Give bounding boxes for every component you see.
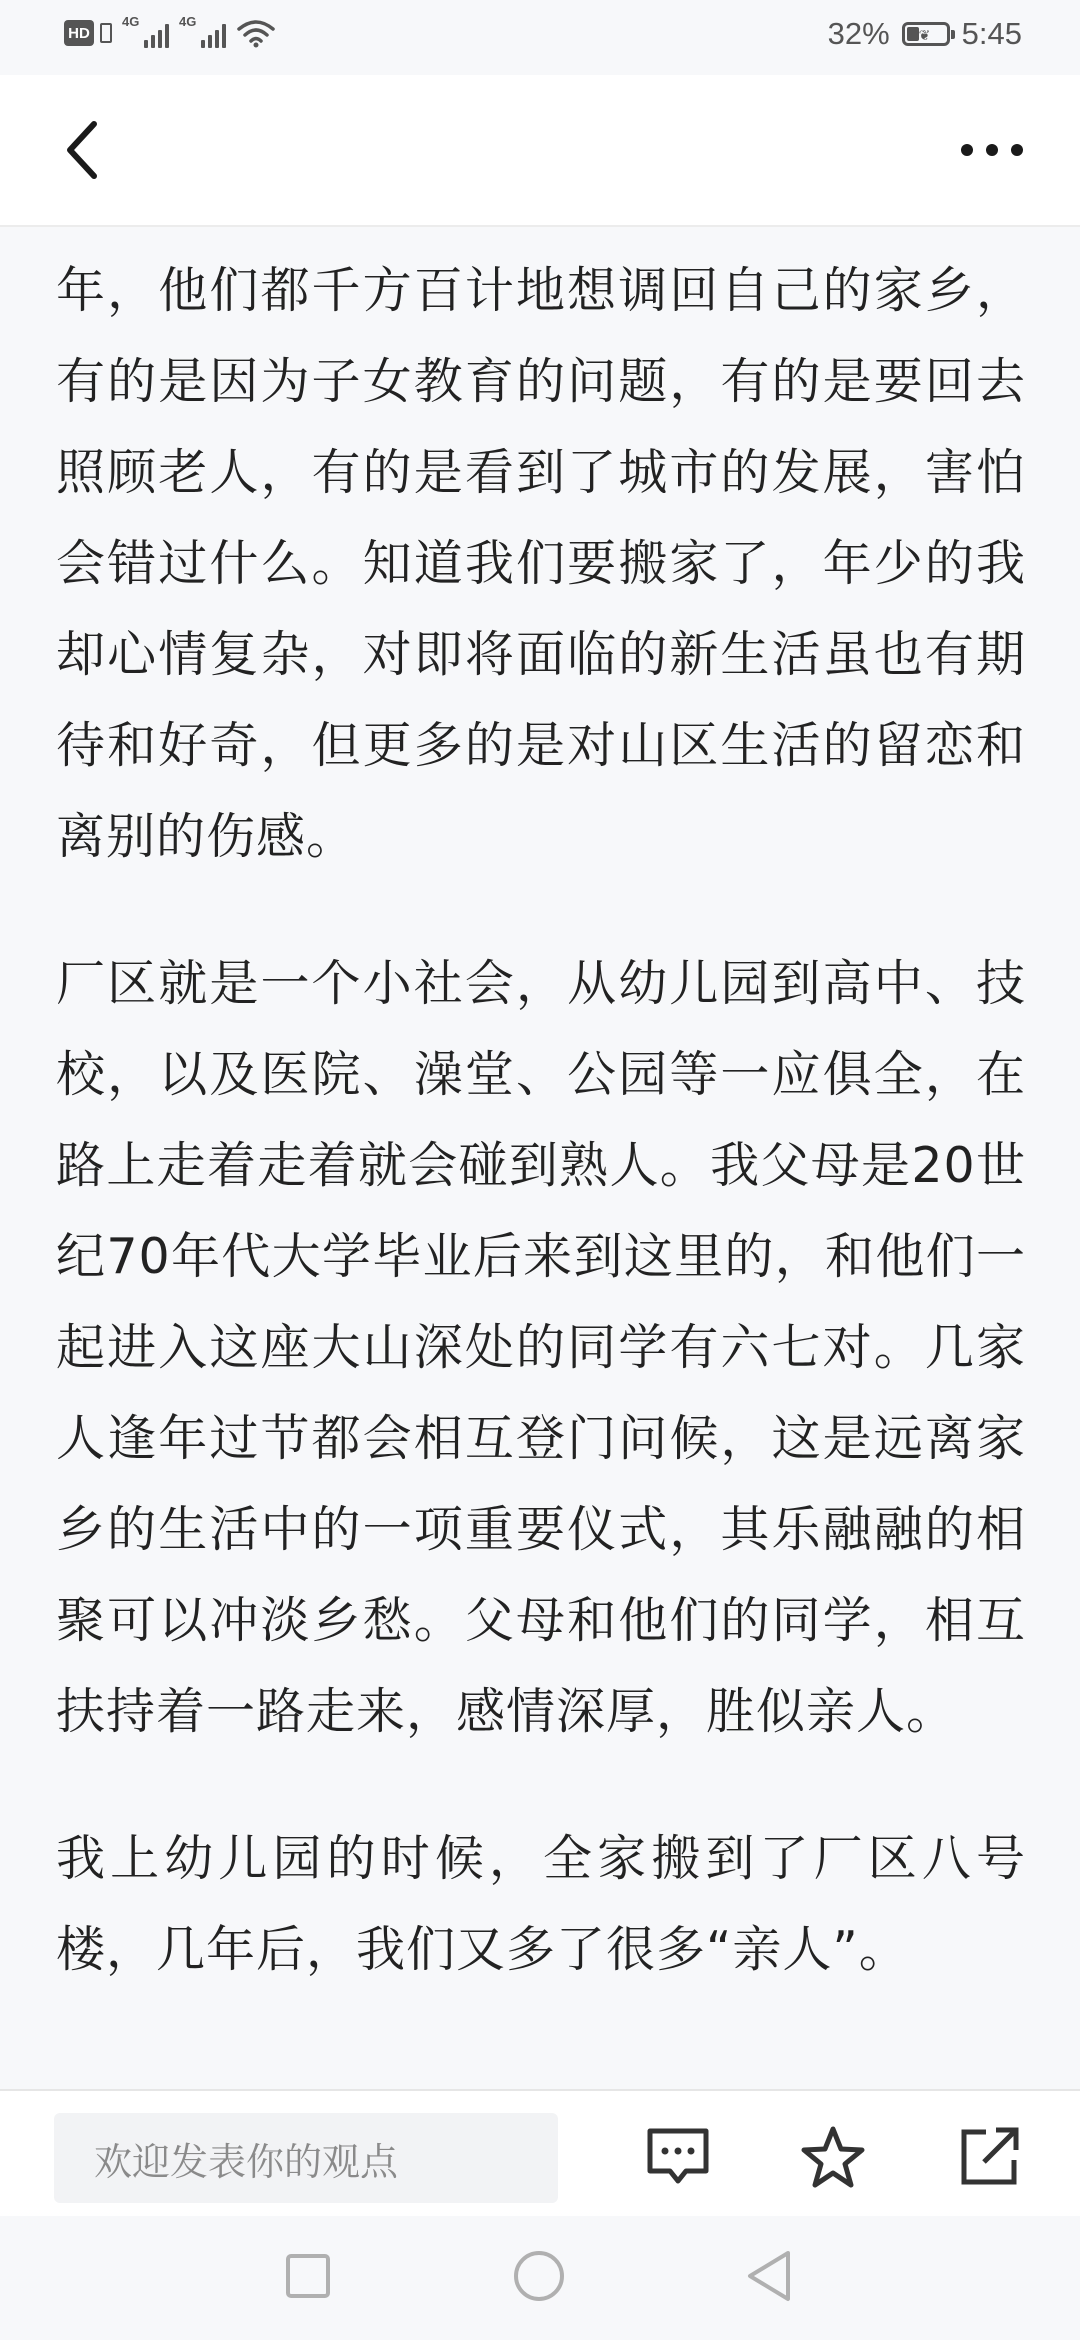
comments-icon	[646, 2127, 710, 2187]
more-button[interactable]	[952, 120, 1032, 180]
back-triangle-icon	[744, 2249, 794, 2303]
signal-icon-sim2	[179, 14, 226, 48]
sim1-network-label: 4G	[122, 14, 140, 29]
status-bar	[0, 0, 1080, 75]
article-content[interactable]	[0, 227, 1080, 2089]
volte-icon	[100, 23, 112, 43]
battery-level-fill	[907, 27, 919, 41]
home-icon	[512, 2249, 566, 2303]
article-paragraph-2: 厂区就是一个小社会，从幼儿园到高中、技校，以及医院、澡堂、公园等一应俱全，在路上走着走着就会碰到熟人。我父母是20世纪70年代大学毕业后来到这里的，和他们一起进入这座大山深处的同学有六七对。几家人逢年过节都会相互登门问候，这是远离家乡的生活中的一项重要仪式，其乐融融的相聚可以冲淡乡愁。父母和他们的同学，相互扶持着一路走来，感情深厚，胜似亲人。	[56, 955, 1026, 1740]
chevron-left-icon	[62, 120, 102, 180]
battery-icon	[902, 22, 950, 46]
status-right	[828, 16, 1022, 52]
article-body	[56, 245, 1026, 2051]
status-left	[64, 14, 276, 48]
signal-icon-sim1	[122, 14, 169, 48]
more-dots-icon	[959, 142, 1025, 158]
article-paragraph-3: 我上幼儿园的时候，全家搬到了厂区八号楼，几年后，我们又多了很多“亲人”。	[56, 1830, 1026, 1978]
back-button[interactable]	[52, 115, 112, 185]
clock: 5:45	[961, 16, 1022, 51]
share-button[interactable]	[953, 2121, 1025, 2193]
star-icon	[800, 2125, 866, 2189]
share-icon	[958, 2126, 1020, 2188]
nav-bar	[0, 75, 1080, 227]
comments-button[interactable]	[642, 2121, 714, 2193]
wifi-icon	[236, 18, 276, 48]
comment-input[interactable]	[54, 2113, 558, 2203]
comment-bar	[0, 2089, 1080, 2216]
system-back-button[interactable]	[737, 2244, 801, 2308]
comment-placeholder: 欢迎发表你的观点	[94, 2139, 399, 2184]
sim2-network-label: 4G	[179, 14, 197, 29]
hd-label: HD	[68, 24, 90, 42]
battery-percent: 32%	[827, 16, 890, 51]
hd-icon	[64, 20, 94, 46]
article-paragraph-1: 年，他们都千方百计地想调回自己的家乡，有的是因为子女教育的问题，有的是要回去照顾老人，有的是看到了城市的发展，害怕会错过什么。知道我们要搬家了，年少的我却心情复杂，对即将面临的新生活虽也有期待和好奇，但更多的是对山区生活的留恋和离别的伤感。	[56, 262, 1026, 865]
recent-apps-button[interactable]	[276, 2244, 340, 2308]
leaf-icon: ❦	[918, 27, 931, 43]
recent-apps-icon	[284, 2252, 332, 2300]
favorite-button[interactable]	[797, 2121, 869, 2193]
system-navigation-bar	[0, 2216, 1080, 2340]
home-button[interactable]	[507, 2244, 571, 2308]
